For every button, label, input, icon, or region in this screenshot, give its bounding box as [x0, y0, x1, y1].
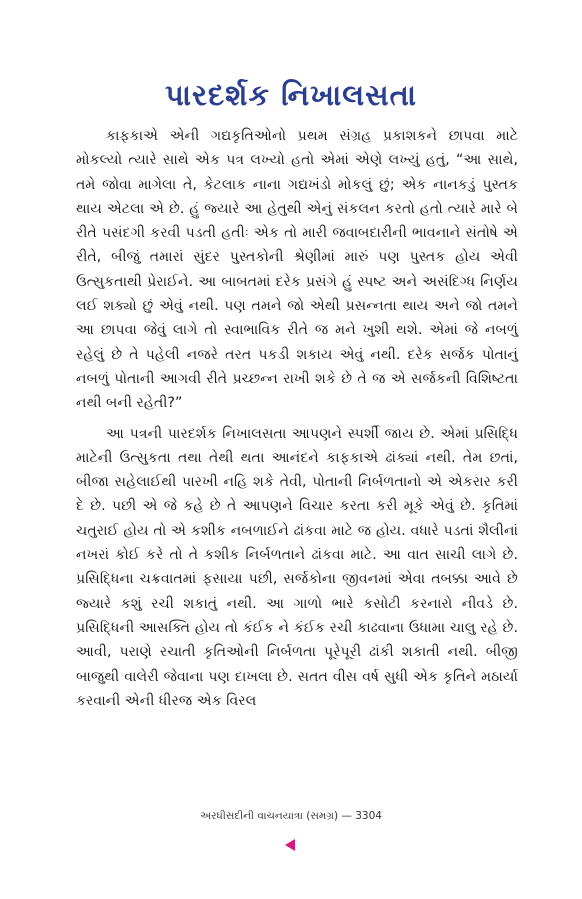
previous-page-button[interactable]	[283, 838, 297, 852]
article-body	[76, 124, 518, 713]
page-title: પારદર્શક નિખાલસતા	[165, 78, 417, 112]
paragraph-2: આ પત્રની પારદર્શક નિખાલસતા આપણને સ્પર્શી જાય છે. એમાં પ્રસિદ્ધિ માટેની ઉત્સુકતા તથા તેથી થતા આનંદને કાફકાએ ઢાંક્યાં નથી. તેમ છતાં, બીજા સહેલાઈથી પારખી નહિ શકે તેવી, પોતાની નિર્બળતાનો એ એકરાર કરી દે છે. પછી એ જે કહે છે તે આપણને વિચાર કરતા કરી મૂકે એવું છે. કૃતિમાં ચતુરાઈ હોય તો એ કશીક નબળાઈને ઢાંકવા માટે જ હોય. વધારે પડતાં શૈલીનાં નખરાં કોઈ કરે તો તે કશીક નિર્બળતાને ઢાંકવા માટે. આ વાત સાચી લાગે છે. પ્રસિદ્ધિના ચક્રવાતમાં ફસાયા પછી, સર્જકોના જીવનમાં એવા તબક્કા આવે છે જ્યારે કશું રચી શકાતું નથી. આ ગાળો ભારે કસોટી કરનારો નીવડે છે. પ્રસિદ્ધિની આસક્તિ હોય તો કંઈક ને કંઈક રચી કાઢવાના ઉધામા ચાલુ રહે છે. આવી, પરાણે રચાતી કૃતિઓની નિર્બળતા પૂરેપૂરી ઢાંકી શકાતી નથી. બીજી બાજુથી વાલેરી જેવાના પણ દાખલા છે. સતત વીસ વર્ષ સુધી એક કૃતિને મઠાર્યા કરવાની એની ધીરજ એક વિરલ	[76, 425, 518, 709]
triangle-left-icon	[283, 838, 297, 852]
paragraph-1: કાફકાએ એની ગદ્યકૃતિઓનો પ્રથમ સંગ્રહ પ્રકાશકને છાપવા માટે મોકલ્યો ત્યારે સાથે એક પત્ર લખ્યો હતો એમાં એણે લખ્યું હતું, “આ સાથે, તમે જોવા માગેલા તે, કેટલાક નાના ગદ્યખંડો મોકલું છું; એક નાનકડું પુસ્તક થાય એટલા એ છે. હું જ્યારે આ હેતુથી એનું સંકલન કરતો હતો ત્યારે મારે બે રીતે પસંદગી કરવી પડતી હતીઃ એક તો મારી જવાબદારીની ભાવનાને સંતોષે એ રીતે, બીજું તમારાં સુંદર પુસ્તકોની શ્રેણીમાં મારું પણ પુસ્તક હોય એવી ઉત્સુકતાથી પ્રેરાઈને. આ બાબતમાં દરેક પ્રસંગે હું સ્પષ્ટ અને અસંદિગ્ધ નિર્ણય લઈ શક્યો છું એવું નથી. પણ તમને જો એથી પ્રસન્નતા થાય અને જો તમને આ છાપવા જેવું લાગે તો સ્વાભાવિક રીતે જ મને ખુશી થશે. એમાં જે નબળું રહેલું છે તે પહેલી નજરે તરત પકડી શકાય એવું નથી. દરેક સર્જક પોતાનું નબળું પોતાની આગવી રીતે પ્રચ્છન્ન રાખી શકે છે તે જ એ સર્જકની વિશિષ્ટતા નથી બની રહેતી?”	[76, 128, 518, 412]
page-footer: અરધીસદીની વાચનયાત્રા (સમગ્ર) — 3304	[200, 810, 382, 822]
